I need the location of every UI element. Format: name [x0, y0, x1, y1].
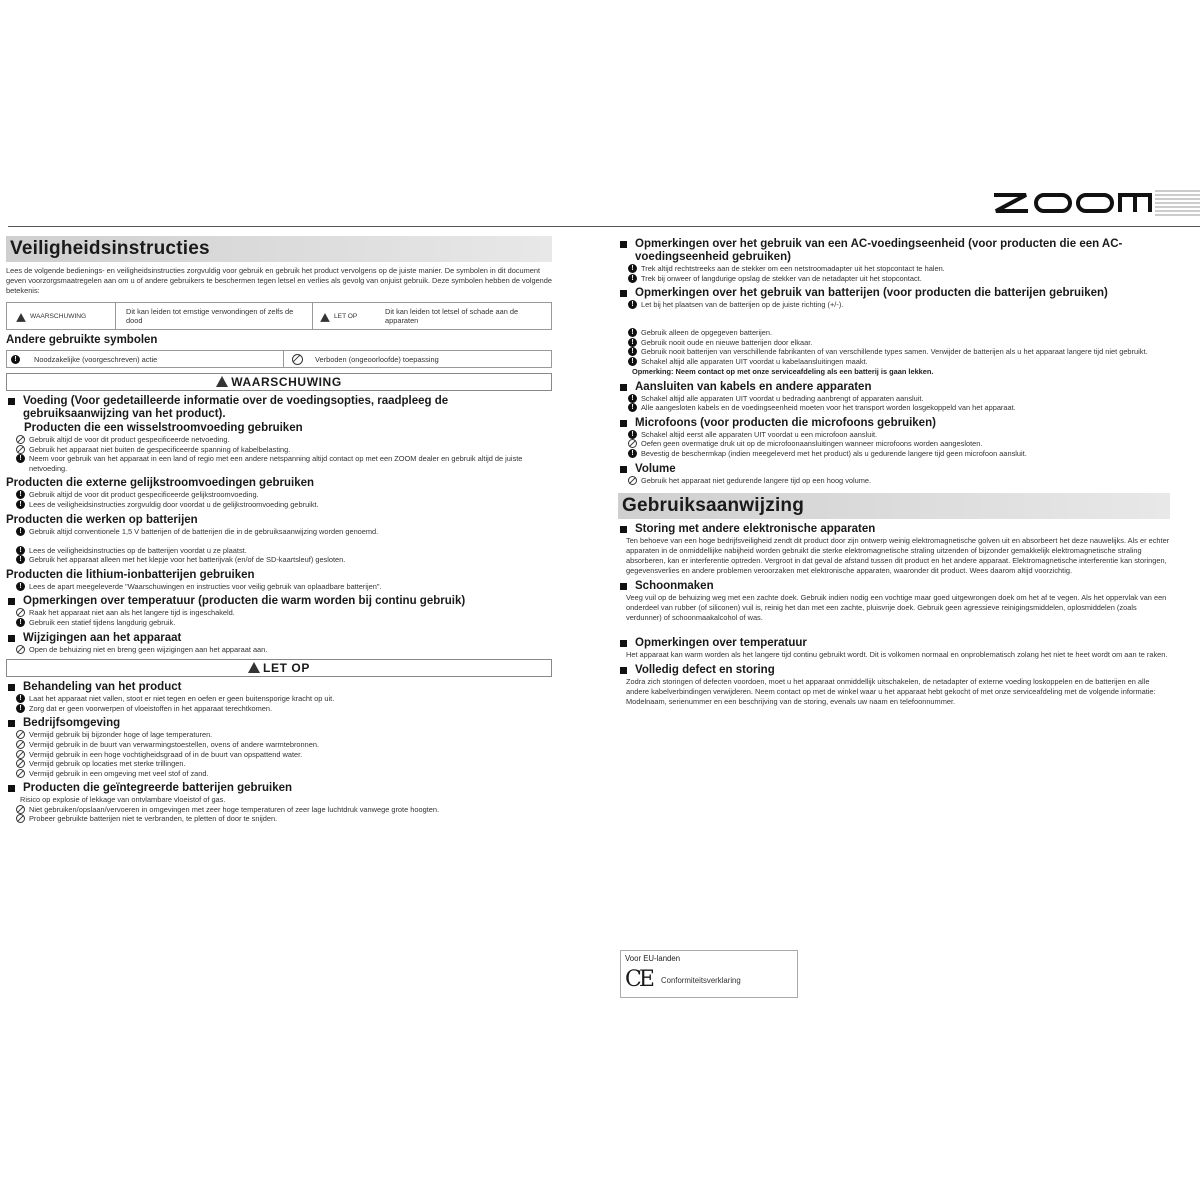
bullet-square-icon	[8, 785, 15, 792]
text-label: Lees de veiligheidsinstructies zorgvuldig door voordat u de gelijkstroomvoeding gebruikt.	[29, 499, 319, 509]
legend-caution-text: Dit kan leiden tot letsel of schade aan de apparaten	[385, 307, 519, 325]
mandatory-icon: !	[16, 704, 25, 713]
text-label: Open de behuizing niet en breng geen wijzigingen aan het apparaat aan.	[29, 644, 268, 654]
prohibited-icon	[16, 445, 25, 454]
manual-title: Gebruiksaanwijzing	[618, 493, 1170, 519]
bullet-square-icon	[620, 384, 627, 391]
list-item	[16, 454, 552, 473]
prohibited-icon	[16, 769, 25, 778]
mandatory-icon: !	[628, 394, 637, 403]
list-item	[628, 476, 1170, 486]
mandatory-icon: !	[628, 347, 637, 356]
list-item	[16, 730, 552, 740]
battery-note: Opmerking: Neem contact op met onze serviceafdeling als een batterij is gaan lekken.	[632, 366, 934, 376]
text-label: Schoonmaken	[635, 580, 714, 593]
mandatory-icon: !	[628, 430, 637, 439]
mandatory-icon: !	[628, 264, 637, 273]
defect-heading	[618, 664, 1170, 677]
text-label: Bevestig de beschermkap (indien meegeleverd met het product) als u gedurende langere tijd geen microfoon aansluit.	[641, 448, 1027, 458]
list-item	[628, 430, 1170, 440]
warning-icon	[216, 376, 228, 387]
legend-warning-label: WAARSCHUWING	[30, 312, 87, 320]
list-item	[16, 769, 552, 779]
mandatory-icon: !	[628, 328, 637, 337]
list-item	[20, 795, 552, 805]
text-label: Lees de apart meegeleverde "Waarschuwingen en instructies voor veilig gebruik van oplaadbare batterijen".	[29, 581, 382, 591]
prohibited-label: Verboden (ongeoorloofde) toepassing	[315, 354, 439, 364]
prohibited-icon	[16, 814, 25, 823]
dc-heading: Producten die externe gelijkstroomvoedingen gebruiken	[6, 477, 315, 490]
text-label: Storing met andere elektronische apparaten	[635, 523, 876, 536]
text-label: Behandeling van het product	[23, 681, 182, 694]
mandatory-icon: !	[628, 449, 637, 458]
text-label: Gebruik een statief tijdens langdurig gebruik.	[29, 617, 176, 627]
mandatory-icon: !	[16, 500, 25, 509]
text-label: Risico op explosie of lekkage van ontvlambare vloeistof of gas.	[20, 795, 226, 805]
ac-heading: Producten die een wisselstroomvoeding gebruiken	[24, 422, 303, 434]
caution-icon	[320, 313, 330, 322]
left-column	[6, 236, 552, 824]
handling-heading	[6, 681, 552, 694]
caution-banner	[6, 659, 552, 677]
integrated-battery-heading	[6, 782, 552, 795]
list-item	[16, 814, 552, 824]
mandatory-icon: !	[16, 527, 25, 536]
bullet-square-icon	[8, 684, 15, 691]
text-label: Voeding (Voor gedetailleerde informatie over de voedingsopties, raadpleeg de gebruiksaanwijzing van het product).	[23, 395, 449, 420]
text-label: Gebruik altijd de voor dit product gespecificeerde gelijkstroomvoeding.	[29, 490, 259, 500]
legend-warning-text: Dit kan leiden tot ernstige verwondingen of zelfs de dood	[116, 303, 313, 329]
prohibited-icon	[16, 740, 25, 749]
list-item	[628, 274, 1170, 284]
bullet-square-icon	[620, 290, 627, 297]
text-label: Gebruik nooit oude en nieuwe batterijen door elkaar.	[641, 337, 813, 347]
list-item	[16, 618, 552, 628]
text-label: LET OP	[263, 661, 310, 676]
list-item	[628, 357, 1170, 367]
list-item	[16, 805, 552, 815]
mandatory-icon: !	[628, 300, 637, 309]
prohibited-icon	[16, 730, 25, 739]
cleaning-heading	[618, 580, 1170, 593]
eu-conformity-box	[620, 950, 798, 998]
text-label: Vermijd gebruik op locaties met sterke trillingen.	[29, 759, 186, 769]
list-item	[16, 445, 552, 455]
list-item	[16, 645, 552, 655]
text-label: Neem voor gebruik van het apparaat in een land of regio met een andere netspanning altijd contact op met een ZOOM dealer en gebruik altijd de juiste netvoeding.	[29, 454, 523, 473]
bullet-square-icon	[620, 640, 627, 647]
text-label: Trek altijd rechtstreeks aan de stekker om een netstroomadapter uit het stopcontact te halen.	[641, 264, 945, 273]
list-item	[16, 490, 552, 500]
bullet-square-icon	[8, 398, 15, 405]
text-label: WAARSCHUWING	[231, 375, 342, 389]
mandatory-icon: !	[16, 555, 25, 564]
text-label: Schakel altijd eerst alle apparaten UIT voordat u een microfoon aansluit.	[641, 429, 878, 439]
ce-mark-icon: CE	[625, 967, 652, 992]
text-label: Gebruik het apparaat niet buiten de gespecificeerde spanning of kabelbelasting.	[29, 444, 291, 454]
text-label: Schakel altijd alle apparaten UIT voordat u bedrading aanbrengt of apparaten aansluit.	[641, 393, 924, 403]
list-item	[16, 694, 552, 704]
microphones-heading	[618, 417, 1170, 430]
battery-use-heading	[618, 287, 1170, 300]
text-label: Producten die geïntegreerde batterijen gebruiken	[23, 782, 293, 795]
text-label: Volume	[635, 462, 676, 475]
mandatory-icon: !	[628, 357, 637, 366]
list-item	[628, 328, 1170, 338]
lithium-heading: Producten die lithium-ionbatterijen gebruiken	[6, 568, 255, 581]
caution-icon	[248, 662, 260, 673]
text-label: Gebruik het apparaat alleen met het klepje voor het batterijvak (en/of de SD-kaartsleuf) gesloten.	[29, 555, 346, 565]
text-label: Bedrijfsomgeving	[23, 717, 121, 730]
safety-title: Veiligheidsinstructies	[6, 236, 552, 262]
text-label: Schakel altijd alle apparaten UIT voordat u kabelaansluitingen maakt.	[641, 356, 868, 366]
temperature-heading	[6, 595, 552, 608]
list-item	[628, 449, 1170, 459]
mandatory-icon: !	[16, 618, 25, 627]
list-item	[628, 338, 1170, 348]
modification-heading	[6, 632, 552, 645]
bullet-square-icon	[620, 420, 627, 427]
list-item	[16, 500, 552, 510]
symbol-legend	[6, 302, 552, 330]
list-item	[16, 740, 552, 750]
logo-stripe-decoration	[1155, 190, 1200, 216]
text-label: Gebruik nooit batterijen van verschillende fabrikanten of van verschillende types samen. Verwijder de batterijen als u het apparaat langere tijd niet gebruikt.	[641, 347, 1148, 357]
list-item	[628, 300, 1170, 328]
text-label: Gebruik altijd conventionele 1,5 V batterijen of de batterijen die in de gebruiksaanwijzing worden genoemd.	[29, 526, 379, 536]
text-label: Let bij het plaatsen van de batterijen op de juiste richting (+/-).	[641, 300, 844, 310]
power-heading	[6, 395, 552, 421]
list-item	[16, 555, 552, 565]
text-label: Zorg dat er geen voorwerpen of vloeistoffen in het apparaat terechtkomen.	[29, 703, 273, 713]
text-label: Oefen geen overmatige druk uit op de microfoonaansluitingen wanneer microfoons worden aangesloten.	[641, 439, 983, 449]
text-label: Vermijd gebruik in een hoge vochtigheidsgraad of in de buurt van opspattend water.	[29, 749, 303, 759]
text-label: Microfoons (voor producten die microfoons gebruiken)	[635, 416, 936, 429]
text-label: Opmerkingen over het gebruik van batterijen (voor producten die batterijen gebruiken)	[635, 287, 1108, 300]
volume-heading	[618, 463, 1170, 476]
list-item	[16, 759, 552, 769]
text-label: Vermijd gebruik in een omgeving met veel stof of zand.	[29, 768, 209, 778]
interference-text: Ten behoeve van een hoge bedrijfsveiligheid zendt dit product door zijn ontwerp weinig elektromagnetische golven uit en absorbeert het deze nauwelijks. Als er echter apparaten in de onmiddellijke nabijheid worden gebruikt die sterke elektromagnetische straling uitzenden of bijzonder gemakkelijk elektromagnetische straling absorberen, kan er interferentie optreden. Vergroot in dat geval de afstand tussen dit product en het andere apparaat. Elektromagnetische interferentie kan storingen, gegevensverlies en andere problemen veroorzaken met elektronische apparaten, waaronder dit product. Wees daarom altijd voorzichtig.	[626, 536, 1170, 576]
text-label: Vermijd gebruik in de buurt van verwarmingstoestellen, ovens of andere warmtebronnen.	[29, 739, 320, 749]
mandatory-icon: !	[628, 274, 637, 283]
prohibited-icon	[16, 435, 25, 444]
prohibited-icon	[628, 476, 637, 485]
prohibited-icon	[16, 645, 25, 654]
bullet-square-icon	[620, 466, 627, 473]
header-rule	[8, 226, 1200, 227]
list-item	[16, 546, 552, 556]
eu-label: Voor EU-landen	[625, 954, 681, 963]
list-item	[16, 527, 552, 546]
list-item	[16, 582, 552, 592]
text-label: Wijzigingen aan het apparaat	[23, 631, 182, 644]
text-label: Vermijd gebruik bij bijzonder hoge of lage temperaturen.	[29, 730, 213, 740]
mandatory-icon: !	[628, 403, 637, 412]
list-item	[16, 704, 552, 714]
text-label: Lees de veiligheidsinstructies op de batterijen voordat u ze plaatst.	[29, 545, 247, 555]
text-label: Laat het apparaat niet vallen, stoot er niet tegen en oefen er geen buitensporige kracht op uit.	[29, 694, 335, 704]
environment-heading	[6, 717, 552, 730]
prohibited-icon	[16, 805, 25, 814]
temperature2-text: Het apparaat kan warm worden als het langere tijd continu gebruikt wordt. Dit is volkomen normaal en onproblematisch zolang het niet te heet wordt om aan te raken.	[626, 650, 1168, 660]
list-item	[16, 608, 552, 618]
prohibited-icon	[628, 439, 637, 448]
temperature2-heading	[618, 637, 1170, 650]
list-item	[628, 403, 1170, 413]
text-label: Gebruik altijd de voor dit product gespecificeerde netvoeding.	[29, 435, 230, 444]
list-item	[628, 347, 1170, 357]
prohibited-icon	[16, 750, 25, 759]
safety-intro: Lees de volgende bedienings- en veiligheidsinstructies zorgvuldig voor gebruik en gebruik het product vervolgens op de juiste manier. De symbolen in dit document geven voorzorgsmaatregelen aan om u of andere gebruikers te beschermen tegen letsel en verlies als gevolg van onjuist gebruik. Deze symbolen hebben de volgende betekenis:	[6, 266, 553, 295]
mandatory-label: Noodzakelijke (voorgeschreven) actie	[34, 354, 158, 364]
text-label: Trek bij onweer of langdurige opslag de stekker van de netadapter uit het stopcontact.	[641, 273, 922, 283]
mandatory-icon: !	[16, 454, 25, 463]
text-label: Niet gebruiken/opslaan/vervoeren in omgevingen met zeer hoge temperaturen of zeer lage luchtdruk vanwege grote hoogten.	[29, 804, 440, 814]
list-item	[628, 394, 1170, 404]
text-label: Probeer gebruikte batterijen niet te verbranden, te pletten of door te snijden.	[29, 814, 278, 824]
text-label: Volledig defect en storing	[635, 664, 775, 677]
list-item	[628, 264, 1170, 274]
text-label: Aansluiten van kabels en andere apparaten	[635, 380, 872, 393]
prohibited-icon	[16, 608, 25, 617]
cleaning-text: Veeg vuil op de behuizing weg met een zachte doek. Gebruik indien nodig een vochtige maar goed uitgewrongen doek om het af te vegen. Als het oppervlak van een onderdeel van rubber (of siliconen) vuil is, reinig het dan met een zachte, pluisvrije doek. Gebruik geen agressieve reinigingsmiddelen, oplosmiddelen (zoals verdunner) of schoonmaakalcohol of was.	[626, 593, 1167, 623]
text-label: Gebruik alleen de opgegeven batterijen.	[641, 328, 773, 338]
bullet-square-icon	[8, 635, 15, 642]
other-symbols-title: Andere gebruikte symbolen	[6, 334, 158, 346]
ac-adapter-heading	[618, 238, 1170, 264]
mandatory-icon: !	[11, 355, 20, 364]
bullet-square-icon	[8, 720, 15, 727]
bullet-square-icon	[8, 598, 15, 605]
list-item	[628, 439, 1170, 449]
interference-heading	[618, 523, 1170, 536]
prohibited-icon	[292, 354, 303, 365]
text-label: Opmerkingen over het gebruik van een AC-voedingseenheid (voor producten die een AC-voedingseenheid gebruiken)	[635, 238, 1123, 263]
bullet-square-icon	[620, 667, 627, 674]
list-item	[16, 750, 552, 760]
text-label: Opmerkingen over temperatuur (producten die warm worden bij continu gebruik)	[23, 595, 466, 608]
defect-text: Zodra zich storingen of defecten voordoen, moet u het apparaat onmiddellijk uitschakelen, de netadapter of externe voeding loskoppelen en de batterijen en alle andere kabelverbindingen verwijderen. Neem contact op met de winkel waar u het apparaat hebt gekocht of met onze serviceafdeling met de volgende informatie: Modelnaam, serienummer en een beschrijving van de storing, evenals uw naam en telefoonnummer.	[626, 677, 1156, 707]
warning-banner	[6, 373, 552, 391]
right-column	[618, 238, 1170, 707]
bullet-square-icon	[620, 526, 627, 533]
bullet-square-icon	[620, 241, 627, 248]
text-label: Gebruik het apparaat niet gedurende langere tijd op een hoog volume.	[641, 475, 872, 485]
mandatory-icon: !	[628, 338, 637, 347]
text-label: Alle aangesloten kabels en de voedingseenheid moeten voor het transport worden losgekoppeld van het apparaat.	[641, 403, 1016, 413]
text-label: Opmerkingen over temperatuur	[635, 637, 807, 650]
battery-heading: Producten die werken op batterijen	[6, 513, 198, 526]
text-label: Raak het apparaat niet aan als het langere tijd is ingeschakeld.	[29, 608, 235, 618]
legend-caution-label: LET OP	[334, 312, 358, 320]
mandatory-icon: !	[16, 582, 25, 591]
mandatory-icon: !	[16, 490, 25, 499]
eu-conformity-text: Conformiteitsverklaring	[661, 976, 741, 985]
list-item	[16, 435, 552, 445]
prohibited-icon	[16, 759, 25, 768]
mandatory-icon: !	[16, 694, 25, 703]
mandatory-icon: !	[16, 546, 25, 555]
other-symbols-legend	[6, 350, 552, 368]
bullet-square-icon	[620, 583, 627, 590]
warning-icon	[16, 313, 26, 322]
cables-heading	[618, 381, 1170, 394]
